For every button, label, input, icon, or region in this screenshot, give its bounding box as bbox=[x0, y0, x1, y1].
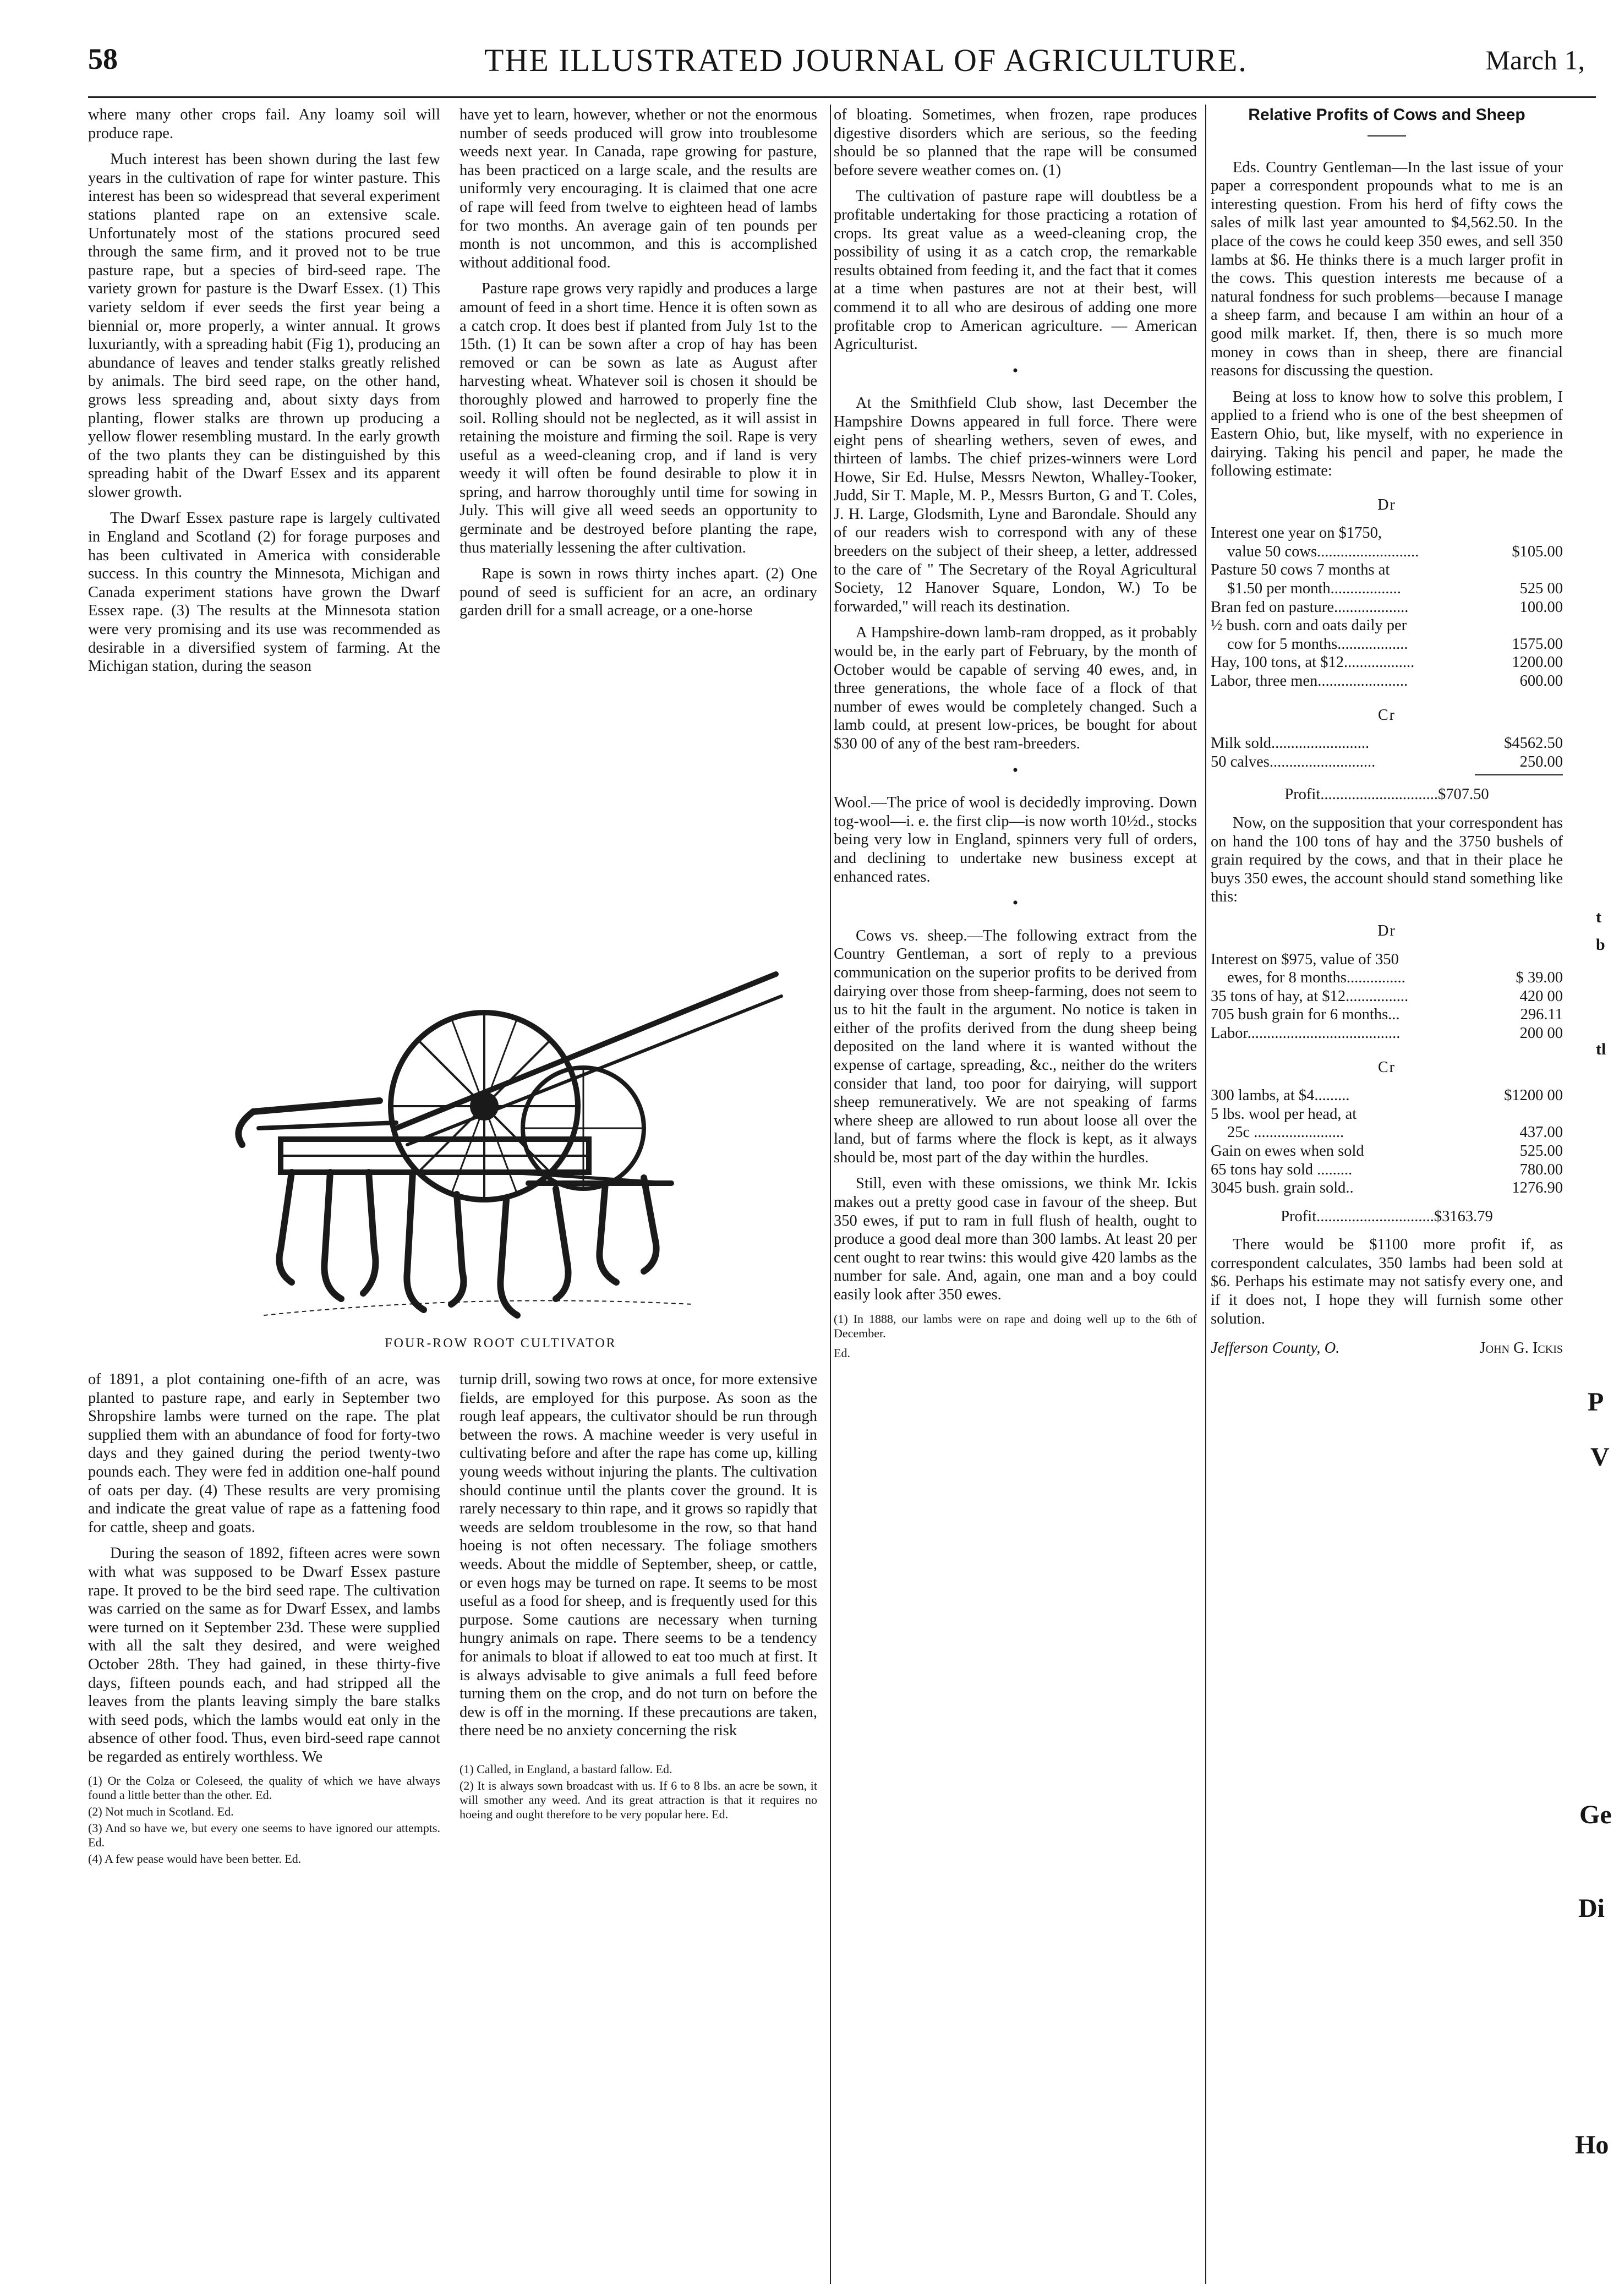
footnote: (4) A few pease would have been better. Ed. bbox=[88, 1852, 302, 1866]
title-rule bbox=[1368, 135, 1406, 136]
account-item: $1.50 per month.................. bbox=[1227, 580, 1401, 598]
header-rule bbox=[88, 96, 1596, 98]
account-amount: 296.11 bbox=[1520, 1006, 1563, 1024]
column-rule-3 bbox=[830, 105, 831, 2284]
account-row bbox=[1211, 950, 1563, 969]
paragraph: A Hampshire-down lamb-ram dropped, as it probably would be, in the early part of February, by the month of October would be capable of serving 40 ewes, and, in three generations, the whole face of a flock of that number of ewes would be completely changed. Such a lamb could, at present low-prices, be bought for about $30 00 of any of the best ram-breeders. bbox=[834, 624, 1197, 752]
account-item: Hay, 100 tons, at $12.................. bbox=[1211, 654, 1415, 671]
column-4 bbox=[1211, 106, 1563, 1358]
account-amount: 420 00 bbox=[1519, 987, 1563, 1005]
paragraph: During the season of 1892, fifteen acres were sown with what was supposed to be Dwarf Essex pasture rape. It proved to be the bird seed rape. The cultivation was carried on the same as for Dwarf Essex, and lambs were turned on it September 23d. These were supplied with all the salt they desired, and were weighed October 28th. They had gained, in these thirty-five days, fifteen pounds each, and had stripped all the leaves from the plants leaving simply the bare stalks with seed pods, which the lambs would eat only in the absence of other food. Thus, even bird-seed rape cannot be regarded as entirely worthless. We bbox=[88, 1545, 440, 1765]
account-row bbox=[1211, 753, 1563, 772]
issue-date: March 1, bbox=[1485, 45, 1585, 75]
account-row bbox=[1211, 1179, 1563, 1198]
figure-caption: FOUR-ROW ROOT CULTIVATOR bbox=[385, 1336, 617, 1351]
account-item: 3045 bush. grain sold.. bbox=[1211, 1179, 1354, 1197]
account-amount: $105.00 bbox=[1512, 543, 1563, 560]
account-row bbox=[1211, 1086, 1563, 1105]
column-3 bbox=[834, 106, 1197, 1363]
account-row bbox=[1211, 653, 1563, 672]
account-row bbox=[1211, 616, 1563, 635]
paragraph: Still, even with these omissions, we think Mr. Ickis makes out a pretty good case in favour of the sheep. But 350 ewes, if put to ram in full flush of health, ought to produce a good deal more than 300 lambs. At least 20 per cent ought to rear twins: this would give 420 lambs as the number for sale. And, again, one man and a boy could easily look after 350 ewes. bbox=[834, 1175, 1197, 1304]
sheep-debit-table bbox=[1211, 950, 1563, 1043]
account-item: Gain on ewes when sold bbox=[1211, 1142, 1364, 1160]
account-amount: 437.00 bbox=[1519, 1124, 1563, 1141]
column-rule-4 bbox=[1205, 105, 1206, 2284]
account-row bbox=[1211, 524, 1563, 543]
account-item: 65 tons hay sold ......... bbox=[1211, 1161, 1353, 1178]
edge-fragment: tl bbox=[1596, 1040, 1606, 1058]
account-row bbox=[1211, 635, 1563, 654]
footnote: (1) Or the Colza or Coleseed, the quality of which we have always found a little better than the other. Ed. bbox=[88, 1774, 440, 1802]
account-amount: $4562.50 bbox=[1504, 735, 1563, 752]
account-item: cow for 5 months.................. bbox=[1227, 635, 1408, 653]
paragraph: Being at loss to know how to solve this problem, I applied to a friend who is one of the best sheepmen of Eastern Ohio, but, like myself, with no experience in dairying. Taking his pencil and paper, he made the following estimate: bbox=[1211, 388, 1563, 480]
paragraph: Eds. Country Gentleman—In the last issue of your paper a correspondent propounds what to me is an interesting question. From his herd of fifty cows the sales of milk last year amounted to $4,562.50. In the place of the cows he could keep 350 ewes, and sell 350 lambs at $6. He thinks there is a much larger profit in the cows. This question interests me because of a natural fondness for such problems—because I manage a sheep farm, and because I am within an hour of a good milk market. If, then, there is so much more money in cows than in sheep, there are financial reasons for discussing the question. bbox=[1211, 158, 1563, 380]
account-amount bbox=[1486, 561, 1563, 580]
account-amount: 600.00 bbox=[1519, 673, 1563, 690]
account-item: Interest one year on $1750, bbox=[1211, 524, 1382, 542]
account-item: Milk sold......................... bbox=[1211, 735, 1370, 752]
cows-profit: Profit..............................$707.50 bbox=[1284, 786, 1489, 803]
account-row bbox=[1211, 1123, 1563, 1142]
paragraph: Pasture rape grows very rapidly and produces a large amount of feed in a short time. Hence it is often sown as a catch crop. It does best if planted from July 1st to the 15th. (1) It can be sown after a crop of hay has been removed or can be sown as late as August after harvesting wheat. Whatever soil is chosen it should be thoroughly plowed and harrowed to properly fine the soil. Rolling should not be neglected, as it will assist in retaining the moisture and firming the soil. Rape is very useful as a weed-cleaning crop, and if land is very weedy it will often be found desirable to plow it in spring, and harrow thoroughly until time for sowing in July. This will give all weed seeds an opportunity to germinate and be destroyed before planting the rape, thus materially lessening the after cultivation. bbox=[460, 280, 817, 556]
paragraph: The cultivation of pasture rape will doubtless be a profitable undertaking for those practicing a rotation of crops. Its great value as a weed-cleaning crop, the possibility of using it as a catch crop, the remarkable results obtained from feeding it, and the fact that it comes at a time when pastures are not at their best, will commend it to all who are desirous of adding one more profitable crop to American agriculture. — American Agriculturist. bbox=[834, 188, 1197, 353]
paragraph: Wool.—The price of wool is decidedly improving. Down tog-wool—i. e. the first clip—is now worth 10½d., stocks being very low in England, spinners very full of orders, and declining to undertake new business except at enhanced rates. bbox=[834, 794, 1197, 885]
signature-name: John G. Ickis bbox=[1479, 1340, 1563, 1357]
paragraph: The Dwarf Essex pasture rape is largely cultivated in England and Scotland (2) for forage purposes and has been cultivated in America with considerable success. In this country the Minnesota, Michigan and Canada experiment stations have grown the Dwarf Essex rape. (3) The results at the Minnesota station were very promising and its use was recommended as desirable in a diversified system of farming. At the Michigan station, during the season bbox=[88, 510, 440, 675]
account-row bbox=[1211, 734, 1563, 753]
signature-place: Jefferson County, O. bbox=[1211, 1340, 1340, 1357]
paragraph: Cows vs. sheep.—The following extract from the Country Gentleman, a sort of reply to a previous communication on the superior profits to be derived from dairying over those from sheep-farming, does not seem to us to hit the fault in the argument. No notice is taken in either of the profits derived from the dung sheep being deposited on the land where it is wanted without the expense of cartage, spreading, &c., neither do the writers consider that land, too poor for dairying, will support sheep remuneratively. We are not speaking of farms where sheep are allowed to run about loose all over the land, but of farms where the flock is kept, as it always should be, most part of the day within the hurdles. bbox=[834, 927, 1197, 1166]
account-amount: 1276.90 bbox=[1512, 1179, 1563, 1197]
account-amount: 100.00 bbox=[1519, 598, 1563, 616]
account-item: Bran fed on pasture................... bbox=[1211, 598, 1409, 616]
total-rule bbox=[1475, 774, 1563, 775]
cows-debit-table bbox=[1211, 524, 1563, 690]
account-item: Labor....................................... bbox=[1211, 1024, 1401, 1042]
credit-label: Cr bbox=[1378, 1058, 1396, 1076]
account-row bbox=[1211, 987, 1563, 1006]
account-row bbox=[1211, 543, 1563, 561]
footnote: (1) In 1888, our lambs were on rape and doing well up to the 6th of December. bbox=[834, 1311, 1197, 1340]
paragraph: where many other crops fail. Any loamy soil will produce rape. bbox=[88, 106, 440, 142]
account-amount bbox=[1486, 616, 1563, 635]
edge-fragment: Ge bbox=[1579, 1800, 1612, 1829]
account-amount: 200 00 bbox=[1519, 1024, 1563, 1042]
column-1-bottom bbox=[88, 1370, 440, 1868]
edge-fragment: V bbox=[1590, 1442, 1610, 1472]
account-amount: 525 00 bbox=[1519, 580, 1563, 598]
account-item: ewes, for 8 months............... bbox=[1227, 969, 1405, 987]
account-row bbox=[1211, 598, 1563, 617]
section-separator: • bbox=[1012, 894, 1019, 912]
edge-fragment: b bbox=[1596, 936, 1605, 954]
debit-label: Dr bbox=[1377, 496, 1396, 513]
page-number: 58 bbox=[88, 42, 118, 75]
account-item: Pasture 50 cows 7 months at bbox=[1211, 561, 1390, 579]
account-row bbox=[1211, 1161, 1563, 1179]
paragraph: turnip drill, sowing two rows at once, for more extensive fields, are employed for this purpose. As soon as the rough leaf appears, the cultivator should be run through between the rows. A machine weeder is very useful in cultivating before and after the rape has come up, killing young weeds without injuring the plants. The cultivation should continue until the plants cover the ground. It is rarely necessary to thin rape, and it grows so rapidly that weeds are seldom troublesome in the row, so that hand hoeing is not often necessary. The foliage smothers weeds. About the middle of September, sheep, or cattle, or even hogs may be turned on rape. It seems to be most useful as a food for sheep, and is frequently used for this purpose. Some cautions are necessary when turning hungry animals on rape. There seems to be a tendency for animals to bloat if allowed to eat too much at first. It is always advisable to give animals a full feed before turning them on the crop, and do not turn on before the dew is off in the morning. If these precautions are taken, there need be no anxiety concerning the risk bbox=[460, 1371, 817, 1740]
account-amount: 250.00 bbox=[1519, 753, 1563, 770]
account-amount: 1575.00 bbox=[1512, 635, 1563, 653]
page-header bbox=[88, 39, 1596, 88]
sheep-profit: Profit..............................$3163.79 bbox=[1281, 1207, 1493, 1225]
paragraph: of 1891, a plot containing one-fifth of an acre, was planted to pasture rape, and early in September two Shropshire lambs were turned on the rape. The plat supplied them with an abundance of food for forty-two days and they gained during the period twenty-two pounds each. They were fed in addition one-half pound of oats per day. (4) These results are very promising and indicate the great value of rape as a fattening food for cattle, sheep and goats. bbox=[88, 1371, 440, 1536]
account-amount: $ 39.00 bbox=[1516, 969, 1563, 987]
edge-fragment: P bbox=[1588, 1387, 1604, 1417]
footnotes bbox=[88, 1774, 440, 1866]
footnote: (1) Called, in England, a bastard fallow. Ed. bbox=[460, 1762, 672, 1776]
account-row bbox=[1211, 561, 1563, 580]
account-row bbox=[1211, 1142, 1563, 1161]
paragraph: Now, on the supposition that your correspondent has on hand the 100 tons of hay and the 3750 bushels of grain required by the cows, and that in their place he buys 350 ewes, the account should stand something like this: bbox=[1211, 814, 1563, 906]
account-item: Interest on $975, value of 350 bbox=[1211, 950, 1399, 968]
account-amount: $1200 00 bbox=[1504, 1087, 1563, 1105]
section-separator: • bbox=[1012, 361, 1019, 380]
cows-credit-table bbox=[1211, 734, 1563, 771]
paragraph: There would be $1100 more profit if, as correspondent calculates, 350 lambs had been sold at $6. Perhaps his estimate may not satisfy every one, and if it does not, I hope they will furnish some other solution. bbox=[1211, 1236, 1563, 1327]
sheep-credit-table bbox=[1211, 1086, 1563, 1198]
account-row bbox=[1211, 672, 1563, 691]
signature bbox=[1211, 1339, 1563, 1358]
account-item: 5 lbs. wool per head, at bbox=[1211, 1105, 1357, 1123]
account-amount: 780.00 bbox=[1519, 1161, 1563, 1178]
paragraph: At the Smithfield Club show, last December the Hampshire Downs appeared in full force. There were eight pens of shearling wethers, seven of ewes, and thirteen of lambs. The chief prizes-winners were Lord Howe, Sir Ed. Hulse, Messrs Newton, Whalley-Tooker, Judd, Sir T. Maple, M. P., Messrs Burton, G and T. Coles, J. H. Large, Glodsmith, Lyne and Barondale. Should any of our readers wish to correspond with any of these breeders on the subject of their sheep, a letter, addressed to the care of " The Secretary of the Royal Agricultural Society, 12 Hanover Square, London, W.) To be forwarded," will reach its destination. bbox=[834, 395, 1197, 615]
edge-fragment: Ho bbox=[1575, 2130, 1609, 2160]
account-amount bbox=[1486, 1105, 1563, 1124]
edge-fragment: t bbox=[1596, 908, 1601, 926]
footnote: (2) It is always sown broadcast with us. If 6 to 8 lbs. an acre be sown, it will smother any weed. And its great attraction is that it requires no hoeing and ought therefore to be very popular here. Ed. bbox=[460, 1778, 817, 1821]
column-1-top bbox=[88, 106, 440, 684]
account-item: 35 tons of hay, at $12................ bbox=[1211, 987, 1409, 1005]
account-item: 705 bush grain for 6 months... bbox=[1211, 1006, 1400, 1024]
debit-label: Dr bbox=[1377, 922, 1396, 939]
root-cultivator-illustration bbox=[198, 963, 803, 1337]
paragraph: have yet to learn, however, whether or not the enormous number of seeds produced will grow into troublesome weeds next year. In Canada, rape growing for pasture, has been practiced on a large scale, and the results are uniformly very encouraging. It is claimed that one acre of rape will feed from twelve to eighteen head of lambs for two months. An average gain of ten pounds per month is not uncommon, and this is accomplished without additional food. bbox=[460, 106, 817, 271]
column-2-bottom bbox=[460, 1370, 817, 1824]
account-amount: 1200.00 bbox=[1512, 654, 1563, 671]
column-2-top bbox=[460, 106, 817, 628]
account-item: 25c ....................... bbox=[1227, 1124, 1344, 1141]
account-item: Labor, three men....................... bbox=[1211, 673, 1408, 690]
account-amount bbox=[1486, 950, 1563, 969]
edge-fragment: Di bbox=[1578, 1894, 1605, 1923]
paragraph: Much interest has been shown during the last few years in the cultivation of rape for winter pasture. This interest has been so widespread that several experiment stations planted rape on an extensive scale. Unfortunately most of the stations procured seed through the same firm, and it proved not to be true pasture rape, but a species of bird-seed rape. The variety grown for pasture is the Dwarf Essex. (1) This variety seldom if ever seeds the first year being a biennial or, more properly, a winter annual. It grows luxuriantly, with a spreading habit (Fig 1), producing an abundance of leaves and tender stalks greatly relished by animals. The bird seed rape, on the other hand, grows less spreading and, about sixty days from planting, flower stalks are thrown up producing a yellow flower resembling mustard. In the early growth of the two plants they can be distinguished by this spreading habit of the Dwarf Essex and its apparent slower growth. bbox=[88, 151, 440, 501]
paragraph: of bloating. Sometimes, when frozen, rape produces digestive disorders which are serious, so the feeding should be so planned that the rape will be consumed before severe weather comes on. (1) bbox=[834, 106, 1197, 179]
account-row bbox=[1211, 1024, 1563, 1043]
footnote: (2) Not much in Scotland. Ed. bbox=[88, 1805, 234, 1819]
footnote-sign: Ed. bbox=[834, 1346, 850, 1360]
account-item: value 50 cows.......................... bbox=[1227, 543, 1419, 560]
account-item: 50 calves........................... bbox=[1211, 753, 1376, 770]
footnote: (3) And so have we, but every one seems to have ignored our attempts. Ed. bbox=[88, 1821, 440, 1850]
account-row bbox=[1211, 580, 1563, 598]
footnotes bbox=[834, 1312, 1197, 1360]
account-item: 300 lambs, at $4......... bbox=[1211, 1087, 1350, 1105]
account-row bbox=[1211, 969, 1563, 987]
account-row bbox=[1211, 1105, 1563, 1124]
account-amount: 525.00 bbox=[1519, 1142, 1563, 1160]
journal-title: THE ILLUSTRATED JOURNAL OF AGRICULTURE. bbox=[484, 42, 1248, 78]
footnotes bbox=[460, 1762, 817, 1822]
account-row bbox=[1211, 1005, 1563, 1024]
paragraph: Rape is sown in rows thirty inches apart. (2) One pound of seed is sufficient for an acre, an ordinary garden drill for a small acreage, or a one-horse bbox=[460, 565, 817, 620]
credit-label: Cr bbox=[1378, 706, 1396, 724]
section-separator: • bbox=[1012, 761, 1019, 779]
article-title: Relative Profits of Cows and Sheep bbox=[1248, 106, 1525, 124]
account-item: ½ bush. corn and oats daily per bbox=[1211, 617, 1407, 635]
account-amount bbox=[1486, 524, 1563, 543]
